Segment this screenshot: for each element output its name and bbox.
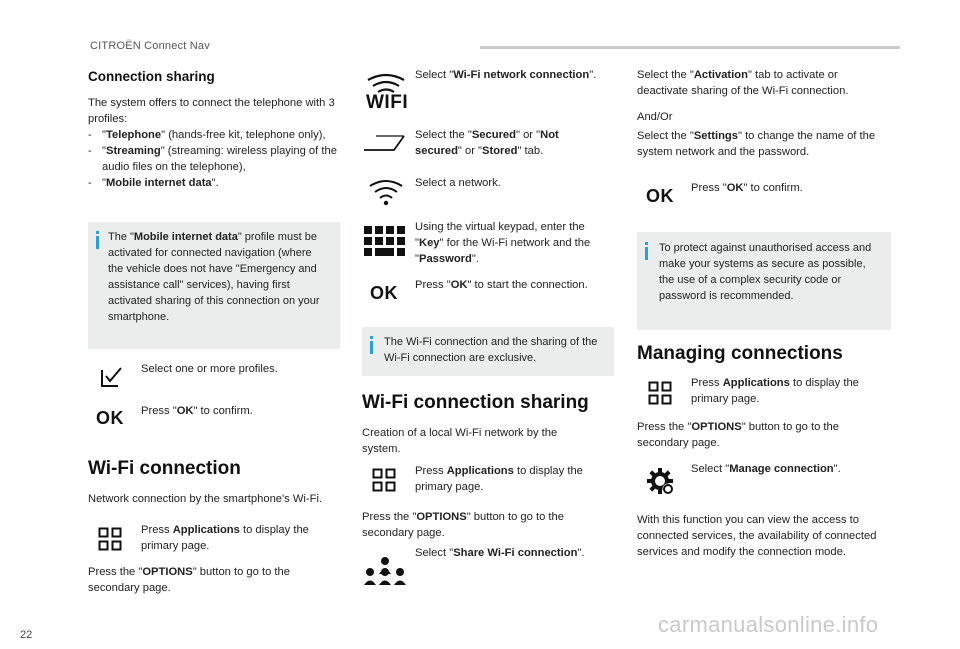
keypad-icon xyxy=(364,226,406,256)
info-icon xyxy=(370,341,373,354)
note-text: To protect against unauthorised access and make your systems as secure as possible, the use of a complex security code or password is recommended. xyxy=(659,242,872,302)
managing-outro: With this function you can view the access to connected services, the availability of connected services and modify the connection mode. xyxy=(637,514,877,558)
applications-icon xyxy=(372,468,396,492)
note-text: The "Mobile internet data" profile must be activated for connected navigation (where the vehicle does not have "Emergency and assistance call" services), having first activated sharing of this connection on your smartphone. xyxy=(108,231,320,323)
header-title: CITROËN Connect Nav xyxy=(90,40,210,52)
note-text: The Wi-Fi connection and the sharing of the Wi-Fi connection are exclusive. xyxy=(384,336,598,364)
step-applications: Press Applications to display the primary page. xyxy=(415,465,583,493)
note-exclusive xyxy=(362,327,614,376)
info-icon-dot xyxy=(96,231,99,234)
watermark: carmanualsonline.info xyxy=(658,612,879,637)
info-icon-dot xyxy=(645,242,648,245)
step-wifi-network: Select "Wi-Fi network connection". xyxy=(415,69,597,81)
heading-managing-connections: Managing connections xyxy=(637,343,843,364)
ok-icon: OK xyxy=(370,283,398,303)
heading-wifi-sharing: Wi-Fi connection sharing xyxy=(362,392,589,413)
gear-icon xyxy=(646,467,676,497)
step-confirm: Press "OK" to confirm. xyxy=(141,405,253,417)
heading-wifi-connection: Wi-Fi connection xyxy=(88,458,241,479)
share-users-icon xyxy=(364,556,406,586)
wifi-signal-icon xyxy=(368,178,404,208)
note-security xyxy=(637,232,891,330)
step-options: Press the "OPTIONS" button to go to the secondary page. xyxy=(362,511,564,539)
step-confirm: Press "OK" to confirm. xyxy=(691,182,803,194)
profiles-list xyxy=(88,127,343,191)
page-header xyxy=(0,0,960,60)
ok-icon: OK xyxy=(646,186,674,206)
wifi-connection-intro: Network connection by the smartphone's Wi-Fi. xyxy=(88,493,323,505)
step-options: Press the "OPTIONS" button to go to the secondary page. xyxy=(88,566,290,594)
header-rule xyxy=(480,46,900,49)
ok-icon: OK xyxy=(96,408,124,428)
step-secured: Select the "Secured" or "Not secured" or "Stored" tab. xyxy=(415,129,559,157)
step-manage-connection: Select "Manage connection". xyxy=(691,463,841,475)
step-select-network: Select a network. xyxy=(415,177,501,189)
step-applications: Press Applications to display the primary page. xyxy=(691,377,859,405)
step-start-connection: Press "OK" to start the connection. xyxy=(415,279,588,291)
page-number: 22 xyxy=(20,629,33,641)
info-icon-dot xyxy=(370,336,373,339)
list-item: - "Telephone" (hands-free kit, telephone only), xyxy=(88,129,326,141)
applications-icon xyxy=(98,527,122,551)
wifi-icon xyxy=(364,72,408,114)
list-item: - "Streaming" (streaming: wireless playing of the audio files on the telephone), xyxy=(88,145,337,173)
tab-icon xyxy=(364,134,406,152)
step-share-wifi: Select "Share Wi-Fi connection". xyxy=(415,547,585,559)
heading-connection-sharing: Connection sharing xyxy=(88,69,215,84)
connection-sharing-intro: The system offers to connect the telephone with 3 profiles: xyxy=(88,97,335,125)
step-applications: Press Applications to display the primary page. xyxy=(141,524,309,552)
step-options: Press the "OPTIONS" button to go to the secondary page. xyxy=(637,421,839,449)
note-mobile-data xyxy=(88,222,340,349)
step-activation: Select the "Activation" tab to activate or deactivate sharing of the Wi-Fi connection. xyxy=(637,69,849,97)
list-item: - "Mobile internet data". xyxy=(88,177,219,189)
checkbox-icon xyxy=(100,366,124,388)
step-select-profiles: Select one or more profiles. xyxy=(141,363,278,375)
info-icon xyxy=(96,236,99,249)
wifi-sharing-intro: Creation of a local Wi-Fi network by the system. xyxy=(362,427,558,455)
wifi-icon-label: WIFI xyxy=(366,92,409,113)
and-or: And/Or xyxy=(637,111,673,123)
info-icon xyxy=(645,247,648,260)
applications-icon xyxy=(648,381,672,405)
step-settings: Select the "Settings" to change the name of the system network and the password. xyxy=(637,130,876,158)
step-keypad: Using the virtual keypad, enter the "Key" for the Wi-Fi network and the "Password". xyxy=(415,221,591,265)
